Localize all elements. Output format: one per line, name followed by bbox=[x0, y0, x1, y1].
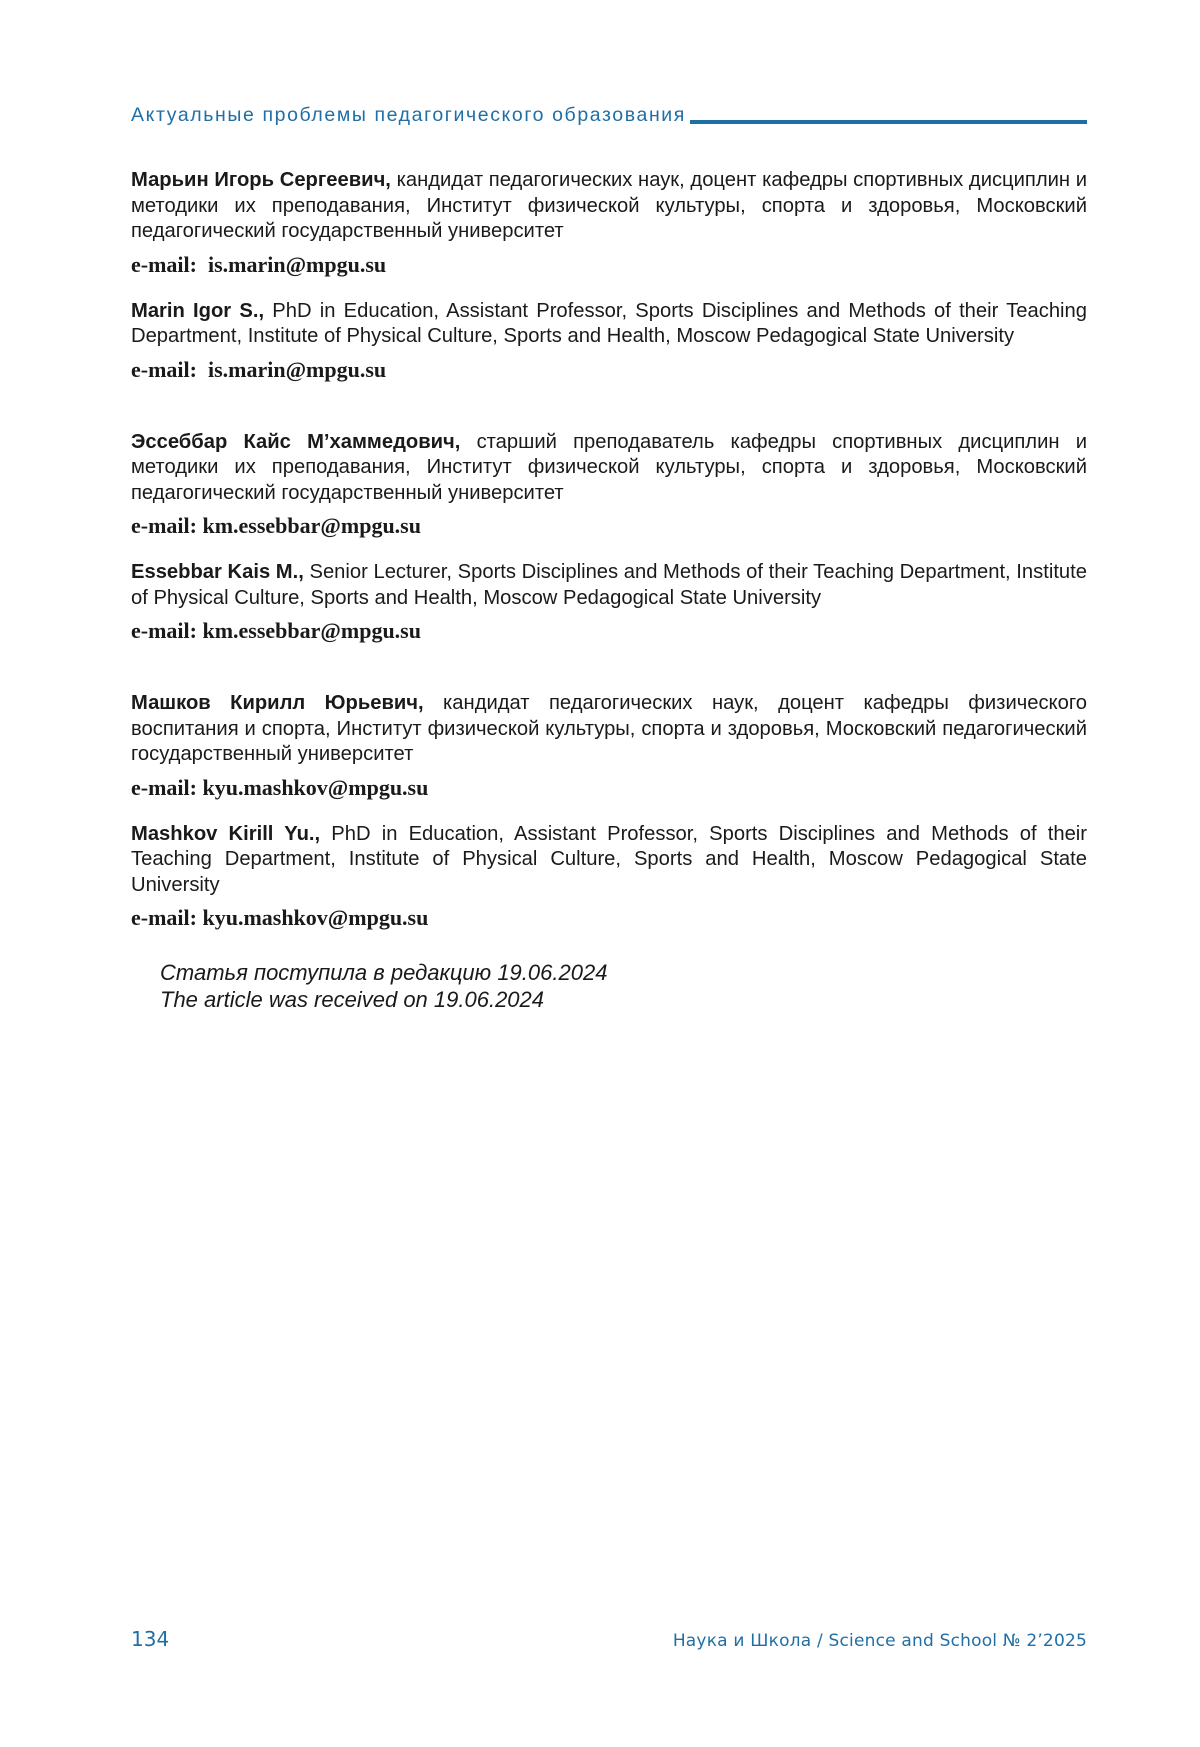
author-affiliation: старший преподаватель кафедры спортивных дисциплин и методики их преподавания, Институт физической культуры, спорта и здоровья, Московский педагогический государственный университет bbox=[131, 430, 1087, 504]
running-header bbox=[131, 104, 1087, 127]
author-name: Эссеббар Кайс М’хаммедович, bbox=[131, 430, 461, 453]
author-name: Marin Igor S., bbox=[131, 299, 265, 322]
author-name: Марьин Игорь Сергеевич, bbox=[131, 169, 391, 191]
author-info bbox=[131, 168, 1087, 1013]
author-bio-ru bbox=[131, 168, 1087, 245]
received-date-ru: Статья поступила в редакцию 19.06.2024 bbox=[160, 960, 608, 985]
author-email[interactable]: e-mail: km.essebbar@mpgu.su bbox=[131, 513, 421, 538]
author-name: Машков Кирилл Юрьевич, bbox=[131, 692, 424, 714]
author-bio-en bbox=[131, 560, 1087, 611]
author-name: Essebbar Kais M., bbox=[131, 561, 304, 583]
author-affiliation: PhD in Education, Assistant Professor, Sports Disciplines and Methods of their Teaching Department, Institute of Physical Culture, Sports and Health, Moscow Pedagogical State University bbox=[131, 822, 1087, 896]
author-bio-en bbox=[131, 299, 1087, 350]
received-date bbox=[160, 959, 1087, 1013]
journal-issue: Наука и Школа / Science and School № 2’2025 bbox=[672, 1631, 1087, 1651]
author-bio-ru bbox=[131, 430, 1087, 507]
author-email[interactable]: e-mail: km.essebbar@mpgu.su bbox=[131, 618, 421, 643]
author-affiliation: PhD in Education, Assistant Professor, Sports Disciplines and Methods of their Teaching Department, Institute of Physical Culture, Sports and Health, Moscow Pedagogical State University bbox=[131, 299, 1087, 347]
received-date-en: The article was received on 19.06.2024 bbox=[160, 987, 545, 1012]
page-footer bbox=[131, 1627, 1087, 1651]
author-name: Mashkov Kirill Yu., bbox=[131, 822, 321, 845]
author-email[interactable]: e-mail: is.marin@mpgu.su bbox=[131, 356, 387, 382]
journal-section-title: Актуальные проблемы педагогического образования bbox=[131, 104, 686, 126]
author-email[interactable]: e-mail: is.marin@mpgu.su bbox=[131, 251, 387, 277]
author-affiliation: Senior Lecturer, Sports Disciplines and Methods of their Teaching Department, Institute of Physical Culture, Sports and Health, Moscow Pedagogical State University bbox=[131, 561, 1087, 609]
page-number: 134 bbox=[131, 1627, 170, 1651]
author-email[interactable]: e-mail: kyu.mashkov@mpgu.su bbox=[131, 774, 429, 800]
author-bio-ru bbox=[131, 691, 1087, 768]
author-affiliation: кандидат педагогических наук, доцент кафедры физического воспитания и спорта, Институт физической культуры, спорта и здоровья, Московский педагогический государственный университет bbox=[131, 692, 1087, 765]
author-affiliation: кандидат педагогических наук, доцент кафедры спортивных дисциплин и методики их преподавания, Институт физической культуры, спорта и здоровья, Московский педагогический государственный университет bbox=[131, 169, 1088, 242]
author-email[interactable]: e-mail: kyu.mashkov@mpgu.su bbox=[131, 905, 429, 930]
header-rule bbox=[690, 120, 1087, 124]
author-bio-en bbox=[131, 822, 1087, 899]
